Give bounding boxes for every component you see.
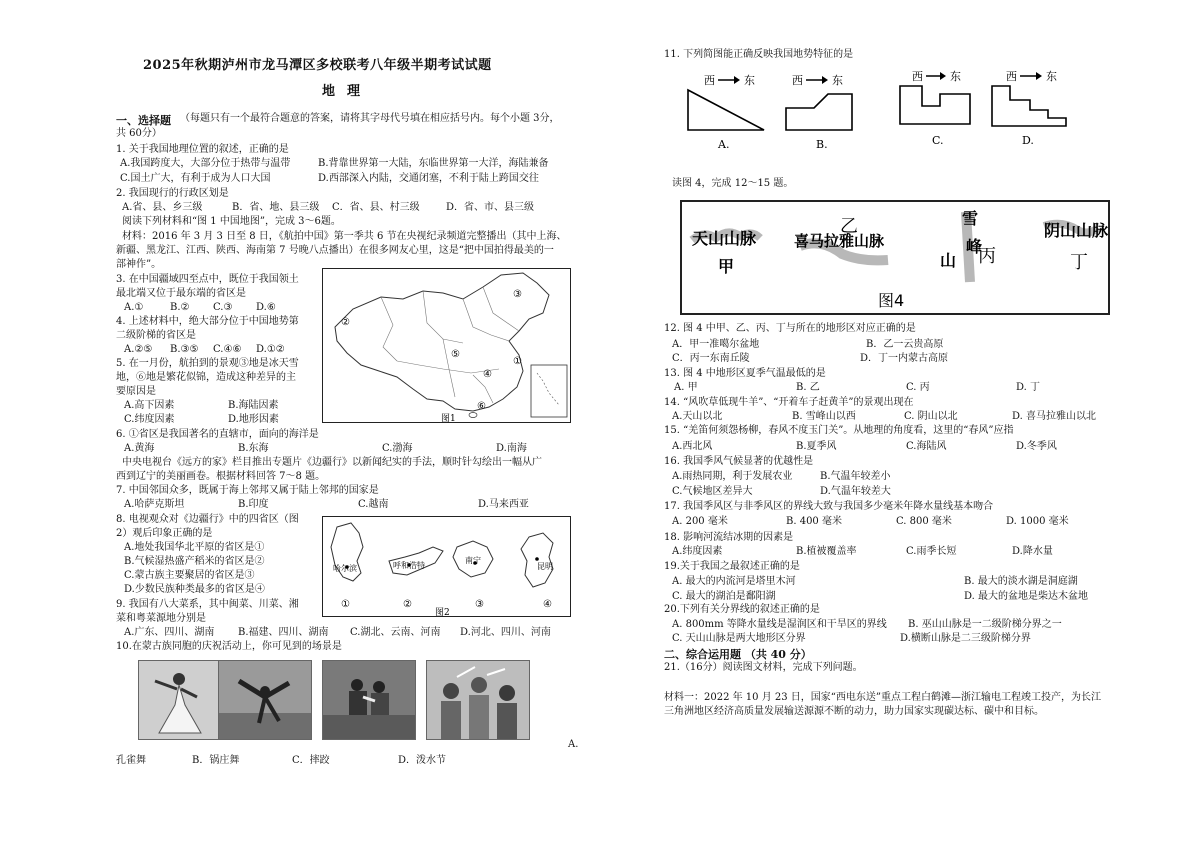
q3-stem-2: 最北端又位于最东端的省区是	[116, 288, 246, 299]
fig2-num-4: ④	[543, 599, 552, 610]
section1-instructions: （每题只有一个最符合题意的答案，请将其字母代号填在相应括号内。每个小题 3分，	[180, 113, 560, 124]
q13-stem: 13. 图 4 中地形区夏季气温最低的是	[664, 368, 826, 379]
q17-option-d[interactable]: D. 1000 毫米	[1006, 516, 1069, 527]
q12-option-c[interactable]: C．丙一东南丘陵	[672, 353, 750, 364]
fig4-bing: 丙	[978, 246, 996, 267]
q5-stem-3: 要原因是	[116, 386, 156, 397]
material1-text-3: 部神作”。	[116, 259, 162, 270]
q14-option-c[interactable]: C. 阴山以北	[904, 411, 958, 422]
exam-title: 2025年秋期泸州市龙马潭区多校联考八年级半期考试试题	[143, 58, 492, 73]
fig4-shan: 山	[940, 251, 957, 270]
fig2-num-3: ③	[475, 599, 484, 610]
q17-option-c[interactable]: C. 800 毫米	[896, 516, 952, 527]
fig4-tianshan: 天山山脉	[692, 229, 757, 248]
q18-option-a[interactable]: A.纬度因素	[672, 546, 723, 557]
fig2-num-2: ②	[403, 599, 412, 610]
q16-option-c[interactable]: C.气候地区差异大	[672, 486, 753, 497]
q18-option-b[interactable]: B.植被覆盖率	[796, 546, 857, 557]
q15-option-b[interactable]: B.夏季风	[796, 441, 837, 452]
q7-stem: 7. 中国邻国众多，既属于海上邻邦又属于陆上邻邦的国家是	[116, 485, 379, 496]
q4-option-b[interactable]: B.③⑤	[170, 344, 199, 355]
q20-option-c[interactable]: C. 天山山脉是两大地形区分界	[672, 633, 806, 644]
fig2-num-1: ①	[341, 599, 350, 610]
q19-option-d[interactable]: D. 最大的盆地是柴达木盆地	[964, 591, 1089, 602]
q4-stem-2: 二级阶梯的省区是	[116, 330, 196, 341]
q11-c-east: 东	[950, 70, 961, 83]
q5-option-c[interactable]: C.纬度因素	[124, 414, 175, 425]
q11-option-b[interactable]: B.	[816, 138, 828, 150]
q11-option-d[interactable]: D.	[1022, 134, 1034, 147]
q16-option-d[interactable]: D.气温年较差大	[820, 486, 891, 497]
q2-option-c[interactable]: C．省、县、村三级	[332, 202, 420, 213]
q1-option-c[interactable]: C.国土广大，有利于成为人口大国	[120, 173, 271, 184]
q9-option-d[interactable]: D.河北、四川、河南	[460, 627, 551, 638]
q10-option-d[interactable]: D．泼水节	[398, 755, 447, 766]
q2-option-b[interactable]: B．省、地、县三级	[232, 202, 320, 213]
q20-option-a[interactable]: A. 800mm 等降水量线是湿润区和干旱区的界线	[672, 619, 887, 630]
fig2-city-kunming: 昆明	[537, 562, 553, 571]
q11-a-east: 东	[744, 74, 755, 87]
q13-option-a[interactable]: A. 甲	[674, 382, 698, 393]
q12-option-d[interactable]: D．丁一内蒙古高原	[860, 353, 949, 364]
q14-option-a[interactable]: A.天山以北	[672, 411, 723, 422]
material2-text: 中央电视台《远方的家》栏目推出专题片《边疆行》以新闻纪实的手法，顺时针勾绘出一幅从广	[122, 457, 542, 468]
q14-stem: 14. “风吹草低现牛羊”、“开着车子赶黄羊”的景观出现在	[664, 397, 914, 408]
q1-option-b[interactable]: B.背靠世界第一大陆，东临世界第一大洋，海陆兼备	[318, 158, 549, 169]
q5-option-d[interactable]: D.地形因素	[228, 414, 279, 425]
q6-stem: 6. ①省区是我国著名的直辖市，面向的海洋是	[116, 429, 319, 440]
q6-option-b[interactable]: B.东海	[238, 443, 269, 454]
q4-option-a[interactable]: A.②⑤	[124, 344, 153, 355]
q21-material: 材料一：2022 年 10 月 23 日，国家“西电东送”重点工程白鹤滩—浙江输电工程竣工投产，为长江	[664, 692, 1102, 703]
q20-option-b[interactable]: B. 巫山山脉是一二级阶梯分界之一	[908, 619, 1062, 630]
q11-terrain-diagrams	[684, 66, 1084, 150]
fig4-jia: 甲	[718, 257, 735, 276]
q9-stem: 9. 我国有八大菜系，其中闽菜、川菜、湘	[116, 599, 299, 610]
q6-option-c[interactable]: C.渤海	[382, 443, 413, 454]
q13-option-c[interactable]: C. 丙	[906, 382, 930, 393]
q15-option-d[interactable]: D.冬季风	[1016, 441, 1057, 452]
q8-option-d[interactable]: D.少数民族种类最多的省区是④	[124, 584, 265, 595]
q17-option-b[interactable]: B. 400 毫米	[786, 516, 842, 527]
q3-option-a[interactable]: A.①	[124, 302, 144, 313]
q9-option-b[interactable]: B.福建、四川、湖南	[238, 627, 329, 638]
figure4-terrain-labels	[680, 200, 1110, 315]
q19-option-c[interactable]: C. 最大的湖泊是鄱阳湖	[672, 591, 776, 602]
q8-option-c[interactable]: C.蒙古族主要聚居的省区是③	[124, 570, 255, 581]
q21-stem: 21.（16分）阅读图文材料，完成下列问题。	[664, 662, 863, 673]
q5-option-a[interactable]: A.高下因素	[124, 400, 175, 411]
material1-lead: 阅读下列材料和“图 1 中国地图”，完成 3～6题。	[122, 216, 341, 227]
q12-option-b[interactable]: B．乙一云贵高原	[866, 339, 944, 350]
q8-stem: 8. 电视观众对《边疆行》中的四省区（图	[116, 514, 299, 525]
q2-option-a[interactable]: A.省、县、乡三级	[122, 202, 203, 213]
fig2-city-harbin: 哈尔滨	[333, 564, 357, 573]
q3-option-b[interactable]: B.②	[170, 302, 190, 313]
q10-option-a-marker[interactable]: A.	[568, 739, 579, 750]
q3-stem: 3. 在中国疆域四至点中，既位于我国领土	[116, 274, 299, 285]
fig1-label-1: ①	[513, 356, 522, 367]
subject-title: 地理	[322, 84, 373, 99]
fig4-yi: 乙	[840, 216, 858, 237]
q5-stem-2: 地，⑥地是繁花似锦，造成这种差异的主	[116, 372, 296, 383]
fig1-label-4: ④	[483, 369, 492, 380]
q6-option-d[interactable]: D.南海	[496, 443, 527, 454]
q10-option-c[interactable]: C．摔跤	[292, 755, 330, 766]
q19-stem: 19.关于我国之最叙述正确的是	[664, 561, 800, 572]
q11-b-west: 西	[792, 74, 803, 87]
q7-option-a[interactable]: A.哈萨克斯坦	[124, 499, 185, 510]
fig2-caption: 图2	[435, 608, 450, 616]
q10-stem: 10.在蒙古族同胞的庆祝活动上，你可见到的场景是	[116, 641, 342, 652]
q5-stem: 5. 在一月份，航拍到的景观③地是冰天雪	[116, 358, 299, 369]
q13-option-d[interactable]: D. 丁	[1016, 382, 1041, 393]
fig4-ding: 丁	[1070, 252, 1088, 273]
q2-stem: 2. 我国现行的行政区划是	[116, 188, 229, 199]
q3-option-d[interactable]: D.⑥	[256, 302, 276, 313]
material1-text: 材料：2016 年 3 月 3 日至 8 日，《航拍中国》第一季共 6 节在央视纪录频道完整播出（其中上海、	[122, 231, 567, 242]
q18-option-d[interactable]: D.降水量	[1012, 546, 1053, 557]
q12-option-a[interactable]: A．甲一准噶尔盆地	[672, 339, 760, 350]
fig2-city-hohhot: 呼和浩特	[393, 561, 425, 570]
q10-option-b[interactable]: B．锅庄舞	[192, 755, 240, 766]
q4-stem: 4. 上述材料中，绝大部分位于中国地势第	[116, 316, 299, 327]
fig4-xue: 雪	[962, 209, 979, 228]
q7-option-c[interactable]: C.越南	[358, 499, 389, 510]
fig4-himalaya: 喜马拉雅山脉	[794, 232, 885, 250]
fig1-label-5: ⑤	[451, 349, 460, 360]
figure2-provinces	[322, 516, 571, 617]
section1-heading: 一、选择题	[116, 114, 171, 127]
q7-option-b[interactable]: B.印度	[238, 499, 269, 510]
q11-d-west: 西	[1006, 70, 1017, 83]
q10-image-wrestling[interactable]	[322, 660, 416, 740]
q3-option-c[interactable]: C.③	[213, 302, 233, 313]
q8-stem-2: 2）观后印象正确的是	[116, 528, 213, 539]
q9-option-c[interactable]: C.湖北、云南、河南	[350, 627, 441, 638]
q6-option-a[interactable]: A.黄海	[124, 443, 155, 454]
fig1-label-3: ③	[513, 289, 522, 300]
q5-option-b[interactable]: B.海陆因素	[228, 400, 279, 411]
q7-option-d[interactable]: D.马来西亚	[478, 499, 529, 510]
q13-option-b[interactable]: B. 乙	[796, 382, 820, 393]
q10-image-guozhuang-dance[interactable]	[218, 660, 312, 740]
q1-option-d[interactable]: D.西部深入内陆，交通闭塞，不利于陆上跨国交往	[318, 173, 539, 184]
q4-option-d[interactable]: D.①②	[256, 344, 285, 355]
fig1-label-6: ⑥	[477, 401, 486, 412]
q4-option-c[interactable]: C.④⑥	[213, 344, 242, 355]
q18-option-c[interactable]: C.雨季长短	[906, 546, 957, 557]
q12-stem: 12. 图 4 中甲、乙、丙、丁与所在的地形区对应正确的是	[664, 323, 916, 334]
q15-stem: 15. “羌笛何须怨杨柳，春风不度玉门关”。从地理的角度看，这里的“春风”应指	[664, 425, 1014, 436]
q10-image-water-festival[interactable]	[426, 660, 530, 740]
fig1-caption: 图1	[441, 414, 456, 422]
q11-c-west: 西	[912, 70, 923, 83]
section2-heading: 二、综合运用题 （共 40 分）	[664, 648, 812, 661]
q17-option-a[interactable]: A. 200 毫米	[672, 516, 728, 527]
q14-option-b[interactable]: B. 雪峰山以西	[792, 411, 856, 422]
material3-lead: 读图 4，完成 12～15 题。	[672, 178, 794, 189]
q16-stem: 16. 我国季风气候显著的优越性是	[664, 456, 814, 467]
q19-option-a[interactable]: A. 最大的内流河是塔里木河	[672, 576, 796, 587]
q11-b-east: 东	[832, 74, 843, 87]
q11-option-a[interactable]: A.	[718, 138, 730, 150]
q9-option-a[interactable]: A.广东、四川、湖南	[124, 627, 215, 638]
q11-a-west: 西	[704, 74, 715, 87]
q1-stem: 1. 关于我国地理位置的叙述，正确的是	[116, 144, 289, 155]
fig4-yinshan: 阴山山脉	[1044, 221, 1108, 240]
q15-option-a[interactable]: A.西北风	[672, 441, 713, 452]
fig4-caption: 图4	[878, 291, 905, 310]
q21-material-2: 三角洲地区经济高质量发展输送源源不断的动力，助力国家实现碳达标、碳中和目标。	[664, 706, 1044, 717]
q20-option-d[interactable]: D.横断山脉是二三级阶梯分界	[900, 633, 1031, 644]
q8-option-b[interactable]: B.气候湿热盛产稻米的省区是②	[124, 556, 265, 567]
q9-stem-2: 菜和粤菜源地分别是	[116, 613, 206, 624]
q2-option-d[interactable]: D．省、市、县三级	[446, 202, 535, 213]
material1-text-2: 新疆、黑龙江、江西、陕西、海南第 7 号晚八点播出）在很多网友心里，这是“把中国拍得最美的一	[116, 245, 554, 256]
q11-stem: 11. 下列简图能正确反映我国地势特征的是	[664, 49, 854, 60]
q20-stem: 20.下列有关分界线的叙述正确的是	[664, 604, 820, 615]
q17-stem: 17. 我国季风区与非季风区的界线大致与我国多少毫米年降水量线基本吻合	[664, 501, 994, 512]
fig4-feng: 峰	[966, 237, 983, 256]
q18-stem: 18. 影响河流结冰期的因素是	[664, 532, 794, 543]
q10-option-a[interactable]: 孔雀舞	[116, 755, 146, 766]
q19-option-b[interactable]: B. 最大的淡水湖是洞庭湖	[964, 576, 1078, 587]
fig1-label-2: ②	[341, 317, 350, 328]
q8-option-a[interactable]: A.地处我国华北平原的省区是①	[124, 542, 265, 553]
q11-d-east: 东	[1046, 70, 1057, 83]
q16-option-b[interactable]: B.气温年较差小	[820, 471, 891, 482]
section1-instructions-cont: 共 60分）	[116, 128, 162, 139]
figure1-china-map	[322, 268, 571, 423]
q15-option-c[interactable]: C.海陆风	[906, 441, 947, 452]
fig2-city-nanning: 南宁	[465, 556, 481, 565]
q1-option-a[interactable]: A.我国跨度大，大部分位于热带与温带	[120, 158, 291, 169]
material2-text-2: 西到辽宁的美丽画卷。根据材料回答 7～8 题。	[116, 471, 326, 482]
q16-option-a[interactable]: A.雨热同期，利于发展农业	[672, 471, 793, 482]
q14-option-d[interactable]: D. 喜马拉雅山以北	[1012, 411, 1097, 422]
q11-option-c[interactable]: C.	[932, 134, 944, 147]
